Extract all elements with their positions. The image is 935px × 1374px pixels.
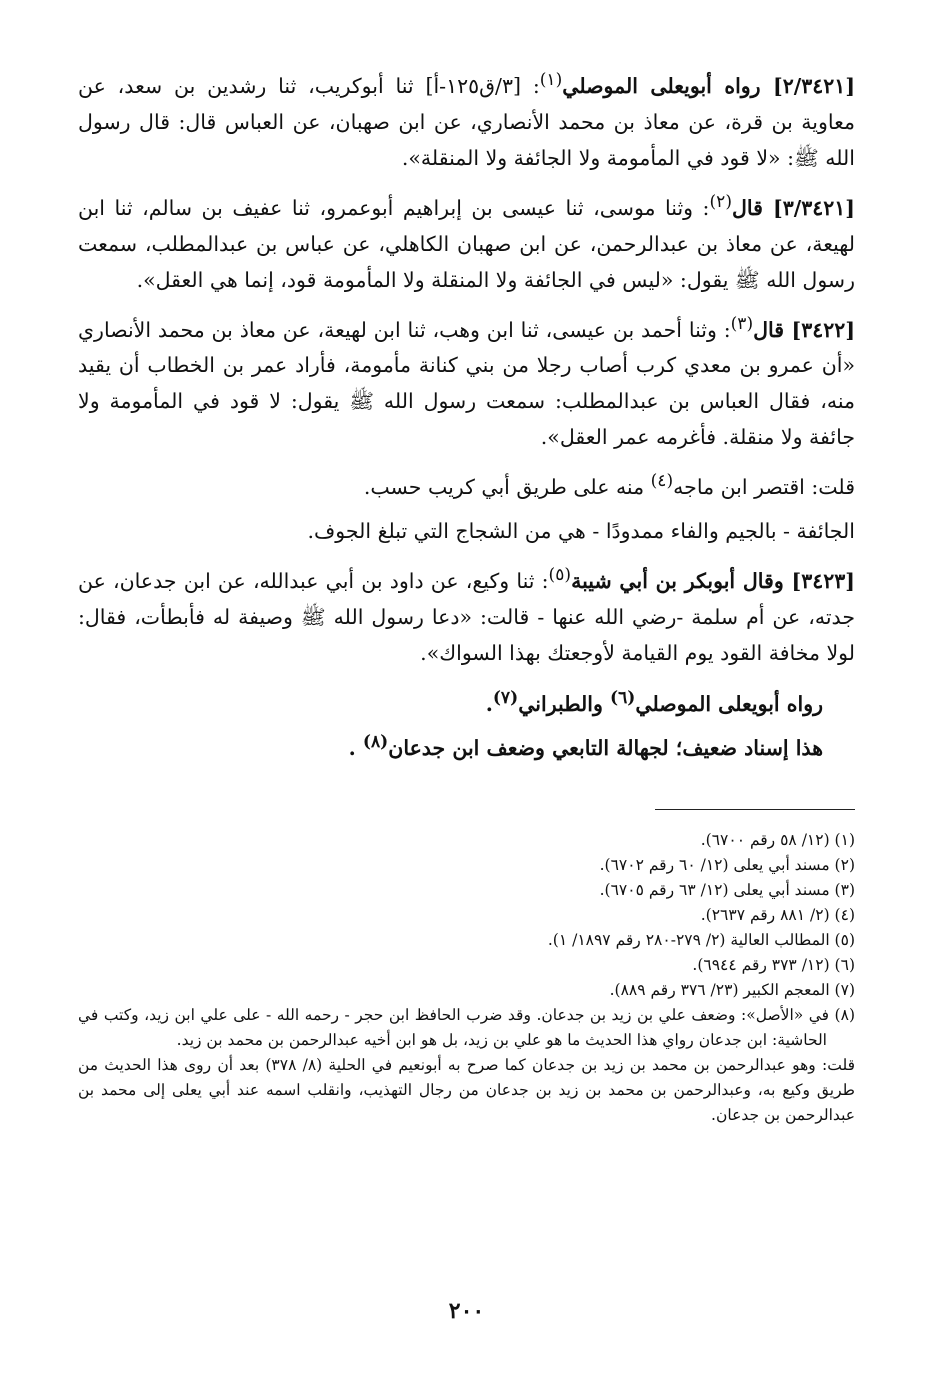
narration-text: رواه أبويعلى الموصلي: [635, 691, 823, 716]
hadith-paragraph-1: [78, 62, 855, 176]
footnote-ref-8: (٨): [362, 731, 389, 752]
comment-paragraph-1: [78, 463, 855, 505]
hadith-paragraph-4: [78, 557, 855, 671]
footnote-6: (٦) (١٢/ ٣٧٣ رقم ٦٩٤٤).: [692, 955, 855, 974]
footnote-ref-3: (٣): [730, 313, 754, 334]
footnote-ref-1: (١): [539, 70, 563, 90]
hadith-number-2: [٣/٣٤٢١] قال: [731, 195, 855, 220]
hadith-number-4: [٣٤٢٣] وقال أبوبكر بن أبي شيبة: [571, 569, 855, 594]
hadith-text-2: : وثنا موسى، ثنا عيسى بن إبراهيم أبوعمرو، ثنا عفيف بن سالم، ثنا ابن لهيعة، عن معاذ بن عبدالرحمن، عن ابن صهبان الكاهلي، عن عباس بن عبدالمطلب، سمعت رسول الله ﷺ يقول: «ليس في الجائفة ولا المنقلة ولا المأمومة قود، إنما هي العقل».: [78, 195, 855, 292]
comment-text-1: قلت: اقتصر ابن ماجه: [673, 475, 855, 500]
grading-text-b: .: [348, 735, 363, 760]
footnote-ref-7: (٧): [492, 688, 519, 709]
book-page: [78, 62, 855, 1334]
footnote-ref-5: (٥): [548, 565, 572, 586]
footnote-4: (٤) (٢/ ٨٨١ رقم ٢٦٣٧).: [700, 905, 855, 924]
hadith-number-1: [٢/٣٤٢١] رواه أبويعلى الموصلي: [562, 73, 856, 98]
hadith-text-3: : وثنا أحمد بن عيسى، ثنا ابن وهب، ثنا ابن لهيعة، عن معاذ بن محمد الأنصاري «أن عمرو بن معدي كرب أصاب رجلا من بني كنانة مأمومة، فأراد عمر بن الخطاب أن يقيد منه، فقال العباس بن عبدالمطلب: سمعت رسول الله ﷺ يقول: لا قود في المأمومة ولا جائفة ولا منقلة. فأغرمه عمر العقل».: [78, 317, 855, 450]
hadith-paragraph-3: [78, 306, 855, 456]
comment-text-1b: منه على طريق أبي كريب حسب.: [363, 475, 651, 500]
footnote-divider: [655, 809, 855, 810]
hadith-number-3: [٣٤٢٢] قال: [753, 317, 856, 342]
hadith-text-1: : [٣/ق١٢٥-أ] ثنا أبوكريب، ثنا رشدين بن سعد، عن معاوية بن قرة، عن معاذ بن محمد الأنصاري، عن ابن صهبان، عن العباس قال: قال رسول الله ﷺ: «لا قود في المأمومة ولا الجائفة ولا المنقلة».: [78, 73, 855, 170]
grading-line: [78, 723, 855, 767]
footnote-7: (٧) المعجم الكبير (٢٣/ ٣٧٦ رقم ٨٨٩).: [609, 980, 855, 999]
footnote-3: (٣) مسند أبي يعلى (١٢/ ٦٣ رقم ٦٧٠٥).: [599, 880, 855, 899]
footnote-1: (١) (١٢/ ٥٨ رقم ٦٧٠٠).: [700, 830, 855, 849]
narration-text-b: والطبراني: [518, 691, 610, 716]
narration-line: [78, 679, 855, 723]
hadith-paragraph-2: [78, 184, 855, 298]
definition-text: الجائفة - بالجيم والفاء ممدودًا - هي من الشجاج التي تبلغ الجوف.: [307, 519, 855, 544]
footnote-ref-2: (٢): [709, 191, 732, 212]
grading-text: هذا إسناد ضعيف؛ لجهالة التابعي وضعف ابن جدعان: [388, 735, 823, 760]
definition-paragraph: [78, 513, 855, 549]
hadith-text-4: : ثنا وكيع، عن داود بن أبي عبدالله، عن ابن جدعان، عن جدته، عن أم سلمة -رضي الله عنها - قالت: «دعا رسول الله ﷺ وصيفة له فأبطأت، فقال: لولا مخافة القود يوم القيامة لأوجعتك بهذا السواك».: [78, 569, 855, 666]
footnote-2: (٢) مسند أبي يعلى (١٢/ ٦٠ رقم ٦٧٠٢).: [599, 855, 855, 874]
footnote-ref-6: (٦): [609, 688, 636, 709]
footnote-8-continuation: قلت: وهو عبدالرحمن بن محمد بن زيد بن جدعان كما صرح به أبونعيم في الحلية (٨/ ٣٧٨) بعد أن روى هذا الحديث من طريق وكيع به، وعبدالرحمن بن محمد بن زيد بن جدعان من رجال التهذيب، وانقلب اسمه عند أبي يعلى إلى محمد بن عبدالرحمن بن جدعان.: [78, 1055, 855, 1124]
footnote-ref-4: (٤): [650, 471, 674, 492]
footnote-5: (٥) المطالب العالية (٢/ ٢٧٩-٢٨٠ رقم ١٨٩٧/ ١).: [547, 930, 855, 949]
narration-text-c: .: [485, 691, 493, 716]
footnote-8: (٨) في «الأصل»: وضعف علي بن زيد بن جدعان. وقد ضرب الحافظ ابن حجر - رحمه الله - على علي ابن زيد، وكتب في الحاشية: ابن جدعان رواي هذا الحديث ما هو علي بن زيد، بل هو ابن أخيه عبدالرحمن بن محمد بن زيد.: [78, 1005, 855, 1049]
page-number: ٢٠٠: [448, 1298, 485, 1324]
